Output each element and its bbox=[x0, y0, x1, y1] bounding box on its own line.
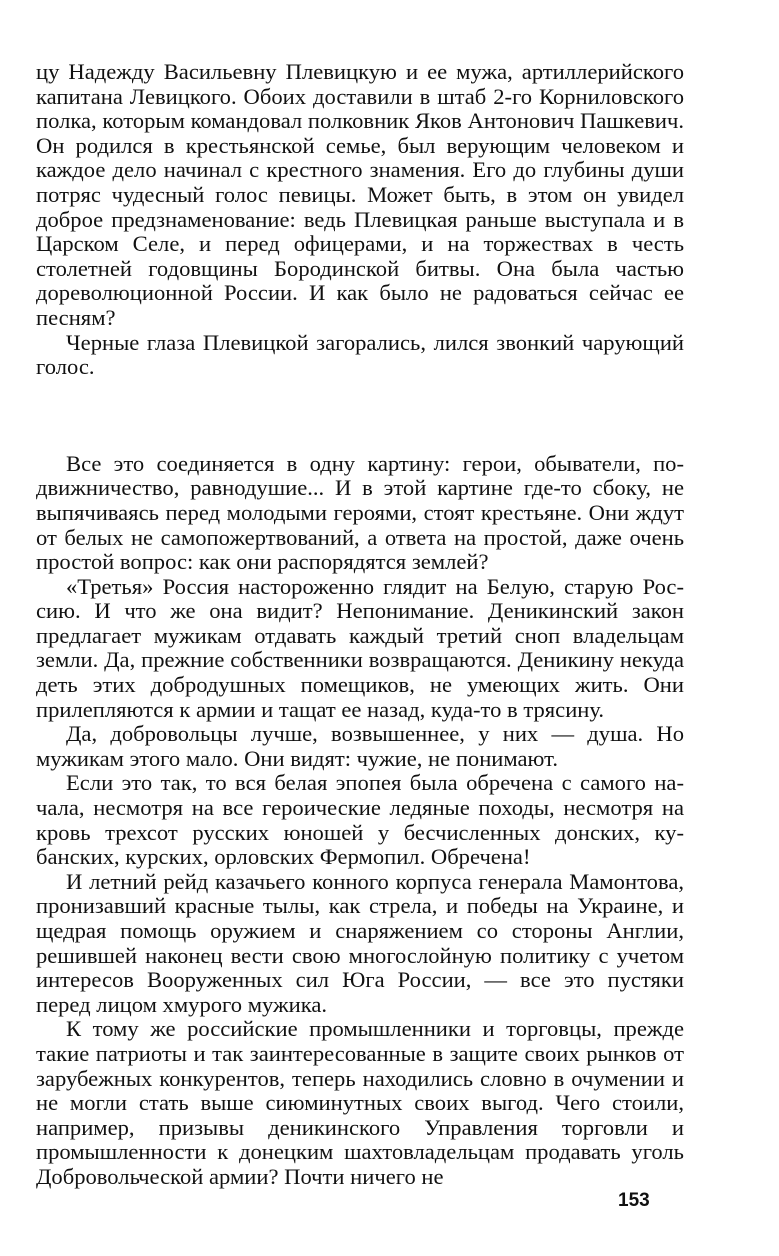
paragraph: Все это соединяется в одну картину: герои, обыватели, подвижничество, равнодушие... И в этой картине где-то сбоку, не выпячиваясь перед молодыми героями, стоят крестьяне. Они ждут от белых не самопожертвований, а ответа на простой, даже очень простой вопрос: как они распорядятся землей? bbox=[36, 450, 684, 575]
section-break bbox=[36, 380, 684, 452]
page-body bbox=[36, 60, 684, 1190]
page-number: 153 bbox=[618, 1190, 650, 1211]
paragraph: Если это так, то вся белая эпопея была обречена с самого начала, несмотря на все героические ледяные походы, несмотря на кровь трехсот русских юношей у бесчисленных донских, кубанских, курских, орловских Фермопил. Обречена! bbox=[36, 770, 684, 870]
paragraph: цу Надежду Васильевну Плевицкую и ее мужа, артиллерийского капитана Левицкого. Обоих доставили в штаб 2-го Корниловского полка, которым командовал полковник Яков Антонович Пашкевич. Он родился в крестьянской семье, был верующим человеком и каждое дело начинал с крестного знамения. Его до глубины души потряс чудесный голос певицы. Может быть, в этом он увидел доброе предзнаменование: ведь Плевицкая раньше выступала и в Царском Селе, и перед офицерами, и на торжествах в честь столетней годовщины Бородинской битвы. Она была частью дореволюционной России. И как было не радоваться сейчас ее песням? bbox=[36, 59, 684, 330]
paragraph: К тому же российские промышленники и торговцы, прежде такие патриоты и так заинтересованные в защите своих рынков от зарубежных конкурентов, теперь находились словно в очумении и не могли стать выше сиюминутных своих выгод. Чего стоили, например, призывы деникинского Управления торговли и промышленности к донецким шахтовладельцам продавать уголь Добровольческой армии? Почти ничего не bbox=[36, 1016, 684, 1189]
paragraph: И летний рейд казачьего конного корпуса генерала Мамонтова, пронизавший красные тылы, как стрела, и победы на Украине, и щедрая помощь оружием и снаряжением со стороны Англии, решившей наконец вести свою многослойную политику с учетом интересов Вооруженных сил Юга России, — все это пустяки перед лицом хмурого мужика. bbox=[36, 868, 684, 1017]
paragraph: Да, добровольцы лучше, возвышеннее, у них — душа. Но мужикам этого мало. Они видят: чужие, не понимают. bbox=[36, 721, 684, 771]
paragraph: Черные глаза Плевицкой загорались, лился звонкий чарующий голос. bbox=[36, 329, 684, 380]
paragraph: «Третья» Россия настороженно глядит на Белую, старую Россию. И что же она видит? Непонимание. Деникинский закон предлагает мужикам отдавать каждый третий сноп владельцам земли. Да, прежние собственники возвращаются. Деникину некуда деть этих добродушных помещиков, не умеющих жить. Они прилепляются к армии и тащат ее назад, куда-то в трясину. bbox=[36, 573, 684, 722]
